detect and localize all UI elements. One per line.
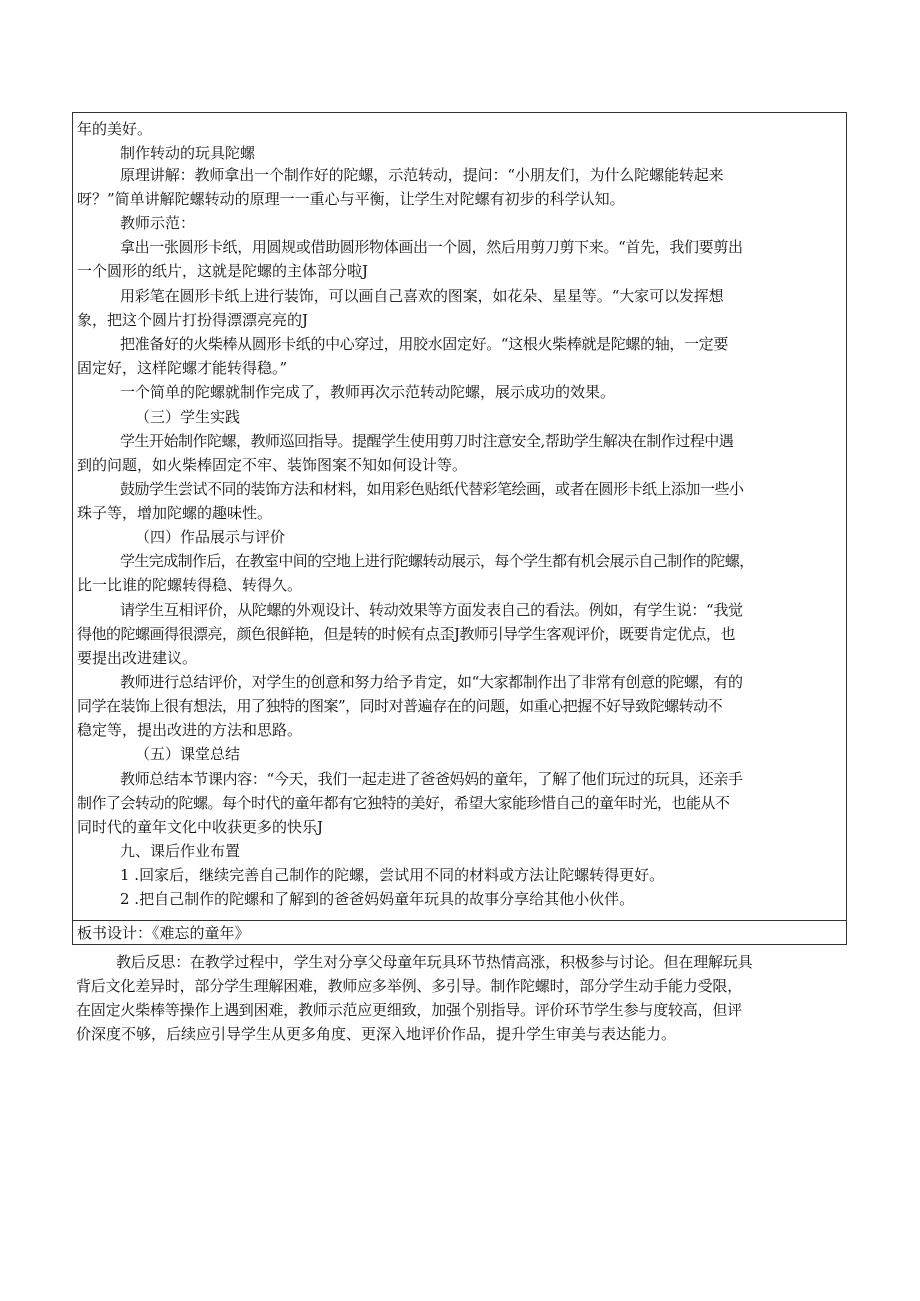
- board-design: 板书设计：《难忘的童年》: [77, 924, 250, 942]
- text-line: 得他的陀螺画得很漂亮，颜色很鲜艳，但是转的时候有点歪J教师引导学生客观评价，既要肯定优点，也: [77, 625, 736, 643]
- text-line: 价深度不够，后续应引导学生从更多角度、更深入地评价作品，提升学生审美与表达能力。: [76, 1025, 677, 1043]
- text-line: 原理讲解：教师拿出一个制作好的陀螺，示范转动，提问：“小朋友们，为什么陀螺能转起来: [120, 166, 724, 184]
- section-heading: （五）课堂总结: [135, 745, 241, 763]
- text-line: 比一比谁的陀螺转得稳、转得久。: [77, 576, 303, 594]
- section-heading: （三）学生实践: [135, 408, 241, 426]
- text-line: 拿出一张圆形卡纸，用圆规或借助圆形物体画出一个圆，然后用剪刀剪下来。“首先，我们要剪出: [120, 238, 743, 256]
- lesson-content-box: [72, 112, 847, 945]
- text-line: 年的美好。: [77, 120, 153, 138]
- text-line: 鼓励学生尝试不同的装饰方法和材料，如用彩色贴纸代替彩笔绘画，或者在圆形卡纸上添加一些小: [120, 480, 744, 498]
- text-line: 把准备好的火柴棒从圆形卡纸的中心穿过，用胶水固定好。“这根火柴棒就是陀螺的轴，一定要: [120, 335, 728, 353]
- text-line: 教后反思：在教学过程中，学生对分享父母童年玩具环节热情高涨，积极参与讨论。但在理解玩具: [116, 953, 753, 971]
- text-line: 同时代的童年文化中收获更多的快乐J: [77, 818, 324, 836]
- text-line: 请学生互相评价，从陀螺的外观设计、转动效果等方面发表自己的看法。例如，有学生说：“我觉: [120, 601, 743, 619]
- text-line: 象，把这个圆片打扮得漂漂亮亮的J: [77, 311, 309, 329]
- text-line: 要提出改进建议。: [77, 649, 198, 667]
- text-line: 到的问题，如火柴棒固定不牢、装饰图案不知如何设计等。: [77, 456, 468, 474]
- text-line: 教师示范：: [120, 214, 196, 232]
- homework-item: 1 .回家后，继续完善自己制作的陀螺，尝试用不同的材料或方法让陀螺转得更好。: [120, 866, 665, 884]
- text-line: 同学在装饰上很有想法，用了独特的图案”，同时对普遍存在的问题，如重心把握不好导致陀螺转动不: [77, 697, 723, 715]
- text-line: 学生完成制作后，在教室中间的空地上进行陀螺转动展示，每个学生都有机会展示自己制作的陀螺，: [120, 552, 754, 570]
- text-line: 教师总结本节课内容：“今天，我们一起走进了爸爸妈妈的童年，了解了他们玩过的玩具，还亲手: [120, 770, 743, 788]
- text-line: 一个简单的陀螺就制作完成了，教师再次示范转动陀螺，展示成功的效果。: [120, 383, 616, 401]
- text-line: 一个圆形的纸片，这就是陀螺的主体部分啦J: [77, 262, 369, 280]
- section-heading: 制作转动的玩具陀螺: [120, 144, 256, 162]
- homework-item: 2 .把自己制作的陀螺和了解到的爸爸妈妈童年玩具的故事分享给其他小伙伴。: [120, 890, 635, 908]
- text-line: 固定好，这样陀螺才能转得稳。”: [77, 359, 288, 377]
- section-heading: （四）作品展示与评价: [135, 528, 286, 546]
- text-line: 用彩笔在圆形卡纸上进行装饰，可以画自己喜欢的图案，如花朵、星星等。“大家可以发挥想: [120, 287, 724, 305]
- text-line: 珠子等，增加陀螺的趣味性。: [77, 504, 273, 522]
- text-line: 在固定火柴棒等操作上遇到困难，教师示范应更细致，加强个别指导。评价环节学生参与度较高，但评: [76, 1001, 743, 1019]
- lesson-body: [73, 113, 848, 920]
- text-line: 学生开始制作陀螺，教师巡回指导。提醒学生使用剪刀时注意安全,帮助学生解决在制作过程中遇: [120, 432, 734, 450]
- text-line: 背后文化差异时，部分学生理解困难，教师应多举例、多引导。制作陀螺时，部分学生动手能力受限，: [76, 977, 743, 995]
- text-line: 教师进行总结评价，对学生的创意和努力给予肯定，如“大家都制作出了非常有创意的陀螺，有的: [120, 673, 743, 691]
- section-heading: 九、课后作业布置: [120, 842, 241, 860]
- text-line: 呀？”简单讲解陀螺转动的原理一一重心与平衡，让学生对陀螺有初步的科学认知。: [77, 190, 625, 208]
- text-line: 制作了会转动的陀螺。每个时代的童年都有它独特的美好，希望大家能珍惜自己的童年时光，也能从不: [77, 794, 730, 812]
- text-line: 稳定等，提出改进的方法和思路。: [77, 721, 303, 739]
